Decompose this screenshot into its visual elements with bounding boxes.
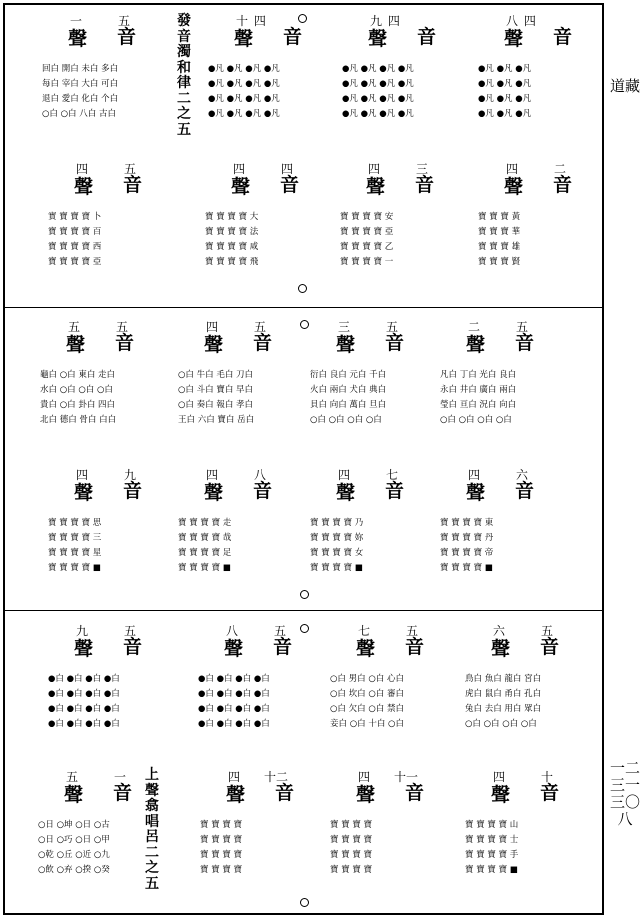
cell-line: 妾白 ○白 十白 ○白 [330,719,404,729]
cell-line: ○白 斗白 寶白 早白 [178,385,254,395]
tone-cell [478,160,623,300]
cell-line: 寶 寶 寶 寶 妳 [310,533,364,543]
cell-body [48,210,193,270]
cell-yin-char: 音 [414,174,434,196]
cell-body [208,62,353,122]
circle-marker [300,624,309,633]
cell-line: 瑩白 亘白 況白 向白 [440,400,517,410]
cell-header [202,318,272,362]
cell-line: ●凡 ●凡 ●凡 ●凡 [342,94,414,104]
cell-header [354,768,424,812]
cell-yin-char: 音 [274,782,294,804]
cell-line: ●凡 ●凡 ●凡 ●凡 [342,64,414,74]
cell-line: ●白 ●白 ●白 ●白 [48,674,120,684]
cell-number: 四 [358,770,372,784]
cell-yin-char: 音 [552,26,572,48]
tone-cell [310,466,455,606]
cell-line: ○飲 ○弃 ○揆 ○癸 [38,865,110,875]
cell-header [72,622,142,666]
cell-line: 北白 德白 骨白 白白 [40,415,117,425]
tone-cell [178,318,323,458]
cell-number: 四 [493,770,507,784]
cell-yin-char: 音 [252,332,272,354]
tone-cell [38,768,183,908]
cell-line: 兔白 去白 用白 眾白 [465,704,542,714]
cell-number-secondary: 五 [123,162,136,176]
cell-line: ○乾 ○丘 ○近 ○九 [38,850,110,860]
cell-number-secondary: 七 [385,468,398,482]
cell-line: ●凡 ●凡 ●凡 [478,94,532,104]
cell-number-secondary: 五 [115,320,128,334]
cell-sheng-char: 聲 [224,638,244,660]
cell-body [465,672,610,732]
cell-yin-char: 音 [552,174,572,196]
cell-yin-char: 音 [514,480,534,502]
cell-line: 寶 寶 寶 寶 一 [340,257,394,267]
cell-sheng-char: 聲 [204,482,224,504]
cell-number: 四 [206,320,220,334]
cell-line: ●凡 ●凡 ●凡 [478,79,532,89]
cell-sheng-char: 聲 [64,784,84,806]
cell-line: 衍白 良白 元白 千白 [310,370,387,380]
cell-line: ●白 ●白 ●白 ●白 [48,719,120,729]
cell-number: 九 [76,624,90,638]
cell-header [232,12,302,56]
tone-cell [40,318,185,458]
cell-line: ●凡 ●凡 ●凡 ●凡 [208,109,280,119]
cell-number: 四 [368,162,382,176]
cell-line: 寶 寶 寶 寶 [330,865,373,875]
cell-line: 寶 寶 寶 寶 丹 [440,533,494,543]
cell-yin-char: 音 [539,636,559,658]
cell-line: 寶 寶 寶 寶 亞 [48,257,102,267]
cell-sheng-char: 聲 [356,784,376,806]
tone-cell [440,318,585,458]
cell-line: 寶 寶 寶 寶 大 [205,212,259,222]
cell-number-secondary: 八 [253,468,266,482]
cell-header [72,160,142,204]
tone-cell [205,160,350,300]
cell-line: 寶 寶 寶 寶 百 [48,227,102,237]
cell-yin-char: 音 [404,636,424,658]
cell-line: 寶 寶 寶 寶 ■ [465,865,518,875]
cell-line: 寶 寶 寶 寶 帝 [440,548,494,558]
cell-number: 四 [338,468,352,482]
cell-header [222,622,292,666]
cell-number: 三 [338,320,352,334]
cell-line: ●白 ●白 ●白 ●白 [48,704,120,714]
circle-marker [298,284,307,293]
cell-sheng-char: 聲 [226,784,246,806]
cell-number: 四 [76,162,90,176]
tone-cell [440,466,585,606]
tone-cell [310,318,455,458]
cell-line: ●凡 ●凡 ●凡 ●凡 [208,94,280,104]
tone-cell [178,466,323,606]
cell-line: 寶 寶 寶 寶 三 [48,533,102,543]
cell-header [224,768,294,812]
tone-cell [478,12,623,152]
cell-line: ○白 ○白 ○白 ○白 [440,415,512,425]
cell-body [40,368,185,428]
cell-line: ○白 牛白 毛白 刀白 [178,370,254,380]
cell-yin-char: 音 [539,782,559,804]
cell-number: 四 [76,468,90,482]
cell-line: 寶 寶 寶 寶 飛 [205,257,259,267]
circle-marker [298,14,307,23]
cell-line: ●凡 ●凡 ●凡 ●凡 [342,79,414,89]
cell-number-secondary: 五 [253,320,266,334]
tone-cell [48,622,193,762]
cell-line: 寶 寶 寶 寶 ■ [440,563,493,573]
cell-number: 四 [206,468,220,482]
cell-line: 貝白 向白 萬白 旦白 [310,400,387,410]
cell-line: 寶 寶 寶 寶 ■ [48,563,101,573]
cell-header [364,160,434,204]
cell-line: 寶 寶 寶 寶 思 [48,518,102,528]
circle-marker [300,320,309,329]
side-label-bottom: 一二三一三〇八 [610,759,640,828]
cell-header [366,12,436,56]
cell-line: 實 寶 寶 寶 卜 [48,212,102,222]
cell-line: 凡白 丁白 光白 良白 [440,370,517,380]
cell-number: 四 [506,162,520,176]
cell-yin-char: 音 [272,636,292,658]
cell-line: ○日 ○巧 ○日 ○甲 [38,835,110,845]
cell-yin-char: 音 [252,480,272,502]
cell-sheng-char: 聲 [466,334,486,356]
section-divider [3,307,604,308]
cell-body [310,368,455,428]
cell-sheng-char: 聲 [234,28,254,50]
cell-yin-char: 音 [114,332,134,354]
cell-line: 寶 寶 寶 寶 ■ [178,563,231,573]
cell-sheng-char: 聲 [231,176,251,198]
cell-header [489,768,559,812]
cell-line: 寶 寶 寶 華 [478,227,521,237]
cell-body [200,818,345,878]
cell-line: ●凡 ●凡 ●凡 ●凡 [208,64,280,74]
side-label-top: 道藏 [610,77,640,95]
cell-body [42,62,187,122]
cell-number: 四 [233,162,247,176]
cell-line: 寶 寶 寶 寶 足 [178,548,232,558]
cell-line: 虎白 鼠白 甬白 孔白 [465,689,542,699]
cell-line: 火白 兩白 犬白 典白 [310,385,387,395]
cell-line: 王白 六白 寶白 岳白 [178,415,255,425]
cell-sheng-char: 聲 [504,28,524,50]
cell-yin-char: 音 [384,480,404,502]
cell-body [478,210,623,270]
cell-number: 八 [226,624,240,638]
cell-sheng-char: 聲 [74,482,94,504]
cell-sheng-char: 聲 [204,334,224,356]
cell-header [464,466,534,510]
tone-cell [48,466,193,606]
cell-line: 寶 寶 寶 寶 哉 [178,533,232,543]
cell-number-secondary: 五 [515,320,528,334]
cell-body [178,516,323,576]
cell-sheng-char: 聲 [356,638,376,660]
cell-yin-char: 音 [112,782,132,804]
cell-body [310,516,455,576]
cell-header [502,160,572,204]
cell-body [198,672,343,732]
cell-line: 寶 寶 寶 寶 安 [340,212,394,222]
cell-number-secondary: 十一 [393,770,418,784]
cell-yin-char: 音 [282,26,302,48]
cell-line: 寶 寶 寶 寶 東 [440,518,494,528]
cell-body [440,368,585,428]
cell-line: 寶 寶 寶 寶 乃 [310,518,364,528]
cell-header [489,622,559,666]
cell-yin-char: 音 [122,636,142,658]
cell-number-secondary: 十 [540,770,553,784]
cell-line: ●白 ●白 ●白 ●白 [198,719,270,729]
cell-line: 永白 井白 廣白 兩白 [440,385,517,395]
cell-header [334,466,404,510]
tone-cell [198,622,343,762]
cell-number-secondary: 二 [553,162,566,176]
cell-sheng-char: 聲 [491,784,511,806]
cell-line: 寶 寶 寶 寶 ■ [310,563,363,573]
cell-body [330,672,475,732]
column-title-bottom: 上聲翕唱呂二之五 [145,767,159,892]
cell-line: 寶 寶 寶 黃 [478,212,521,222]
tone-cell [200,768,345,908]
cell-line: ○白 ○白 八白 古白 [42,109,116,119]
cell-line: 龜白 ○白 東白 走白 [40,370,116,380]
cell-yin-char: 音 [279,174,299,196]
tone-cell [330,768,475,908]
cell-line: 寶 寶 寶 雄 [478,242,521,252]
cell-sheng-char: 聲 [368,28,388,50]
cell-header [502,12,572,56]
cell-line: ●白 ●白 ●白 ●白 [198,689,270,699]
cell-line: 寶 寶 寶 寶 星 [48,548,102,558]
cell-number-secondary: 五 [273,624,286,638]
cell-number-secondary: 四 [280,162,293,176]
cell-line: 寶 寶 寶 寶 走 [178,518,232,528]
cell-number-secondary: 五 [540,624,553,638]
cell-line: 寶 寶 寶 寶 西 [48,242,102,252]
cell-yin-char: 音 [416,26,436,48]
cell-body [38,818,183,878]
cell-line: 寶 寶 寶 寶 [330,835,373,845]
cell-line: ○白 ○白 ○白 ○白 [465,719,537,729]
cell-number-secondary: 一 [113,770,126,784]
cell-line: ○白 坎白 ○白 審白 [330,689,404,699]
cell-number: 二 [468,320,482,334]
cell-sheng-char: 聲 [68,28,88,50]
cell-number-secondary: 五 [405,624,418,638]
cell-line: 寶 寶 寶 寶 [330,850,373,860]
cell-sheng-char: 聲 [504,176,524,198]
tone-cell [208,12,353,152]
cell-number-secondary: 六 [515,468,528,482]
cell-body [478,62,623,122]
cell-line: ●凡 ●凡 ●凡 ●凡 [208,79,280,89]
cell-number: 九 四 [370,14,401,28]
cell-sheng-char: 聲 [366,176,386,198]
cell-sheng-char: 聲 [466,482,486,504]
circle-marker [300,898,309,907]
cell-line: 寶 寶 寶 寶 亞 [340,227,394,237]
cell-number-secondary: 三 [415,162,428,176]
cell-line: 貴白 ○白 卦白 四白 [40,400,116,410]
tone-cell [465,768,610,908]
tone-cell [340,160,485,300]
cell-line: 寶 寶 寶 寶 [200,850,243,860]
cell-number-secondary: 十二 [263,770,288,784]
cell-yin-char: 音 [514,332,534,354]
cell-number: 四 [468,468,482,482]
cell-line: 寶 寶 寶 寶 法 [205,227,259,237]
cell-line: 寶 寶 寶 寶 [200,835,243,845]
cell-line: 寶 寶 寶 賢 [478,257,521,267]
cell-body [330,818,475,878]
cell-line: 退白 愛白 化白 个白 [42,94,119,104]
cell-line: 寶 寶 寶 寶 士 [465,835,519,845]
cell-line: 寶 寶 寶 寶 乙 [340,242,394,252]
tone-cell [465,622,610,762]
circle-marker [300,590,309,599]
cell-header [464,318,534,362]
cell-body [205,210,350,270]
cell-line: 寶 寶 寶 寶 山 [465,820,519,830]
cell-body [48,672,193,732]
cell-sheng-char: 聲 [66,334,86,356]
cell-yin-char: 音 [122,174,142,196]
cell-line: 每白 宰白 大白 可白 [42,79,119,89]
cell-body [178,368,323,428]
cell-body [465,818,610,878]
cell-number: 六 [493,624,507,638]
cell-body [440,516,585,576]
cell-sheng-char: 聲 [336,482,356,504]
cell-number: 十 四 [236,14,267,28]
cell-line: ○白 欠白 ○白 禁白 [330,704,404,714]
cell-number: 四 [228,770,242,784]
cell-yin-char: 音 [404,782,424,804]
tone-cell [330,622,475,762]
cell-header [64,318,134,362]
tone-cell [342,12,487,152]
cell-line: 寶 寶 寶 寶 [330,820,373,830]
cell-body [342,62,487,122]
cell-line: ●凡 ●凡 ●凡 ●凡 [342,109,414,119]
cell-number: 七 [358,624,372,638]
cell-header [202,466,272,510]
tone-cell [48,160,193,300]
cell-line: 寶 寶 寶 寶 手 [465,850,519,860]
cell-line: ○日 ○坤 ○日 ○古 [38,820,110,830]
cell-header [229,160,299,204]
cell-line: 寶 寶 寶 寶 [200,865,243,875]
cell-line: ●白 ●白 ●白 ●白 [198,674,270,684]
cell-header [354,622,424,666]
cell-header [334,318,404,362]
cell-line: ○白 男白 ○白 心白 [330,674,404,684]
cell-number-secondary: 五 [385,320,398,334]
cell-sheng-char: 聲 [74,638,94,660]
cell-body [340,210,485,270]
cell-line: 寶 寶 寶 寶 咸 [205,242,259,252]
cell-line: ●凡 ●凡 ●凡 [478,64,532,74]
cell-number: 一 [70,14,84,28]
cell-line: 回白 開白 未白 多白 [42,64,119,74]
cell-yin-char: 音 [384,332,404,354]
cell-number-secondary: 五 [117,14,130,28]
cell-number-secondary: 九 [123,468,136,482]
cell-number-secondary: 五 [123,624,136,638]
cell-line: ○白 ○白 ○白 ○白 [310,415,382,425]
cell-number: 八 四 [506,14,537,28]
cell-number: 五 [68,320,82,334]
cell-yin-char: 音 [116,26,136,48]
cell-line: ○白 奏白 報白 孝白 [178,400,254,410]
cell-line: 寶 寶 寶 寶 女 [310,548,364,558]
section-divider [3,610,604,611]
cell-line: 水白 ○白 ○白 ○白 [40,385,113,395]
cell-yin-char: 音 [122,480,142,502]
cell-line: 鳥白 魚白 龍白 宮白 [465,674,542,684]
cell-number: 五 [66,770,80,784]
cell-header [72,466,142,510]
cell-sheng-char: 聲 [491,638,511,660]
cell-header [62,768,132,812]
tone-cell [42,12,187,152]
cell-line: 寶 寶 寶 寶 [200,820,243,830]
cell-sheng-char: 聲 [74,176,94,198]
cell-line: ●白 ●白 ●白 ●白 [48,689,120,699]
cell-line: ●白 ●白 ●白 ●白 [198,704,270,714]
cell-line: ●凡 ●凡 ●凡 [478,109,532,119]
cell-header [66,12,136,56]
cell-sheng-char: 聲 [336,334,356,356]
column-title-top: 發音濁和律二之五 [177,13,191,138]
cell-body [48,516,193,576]
